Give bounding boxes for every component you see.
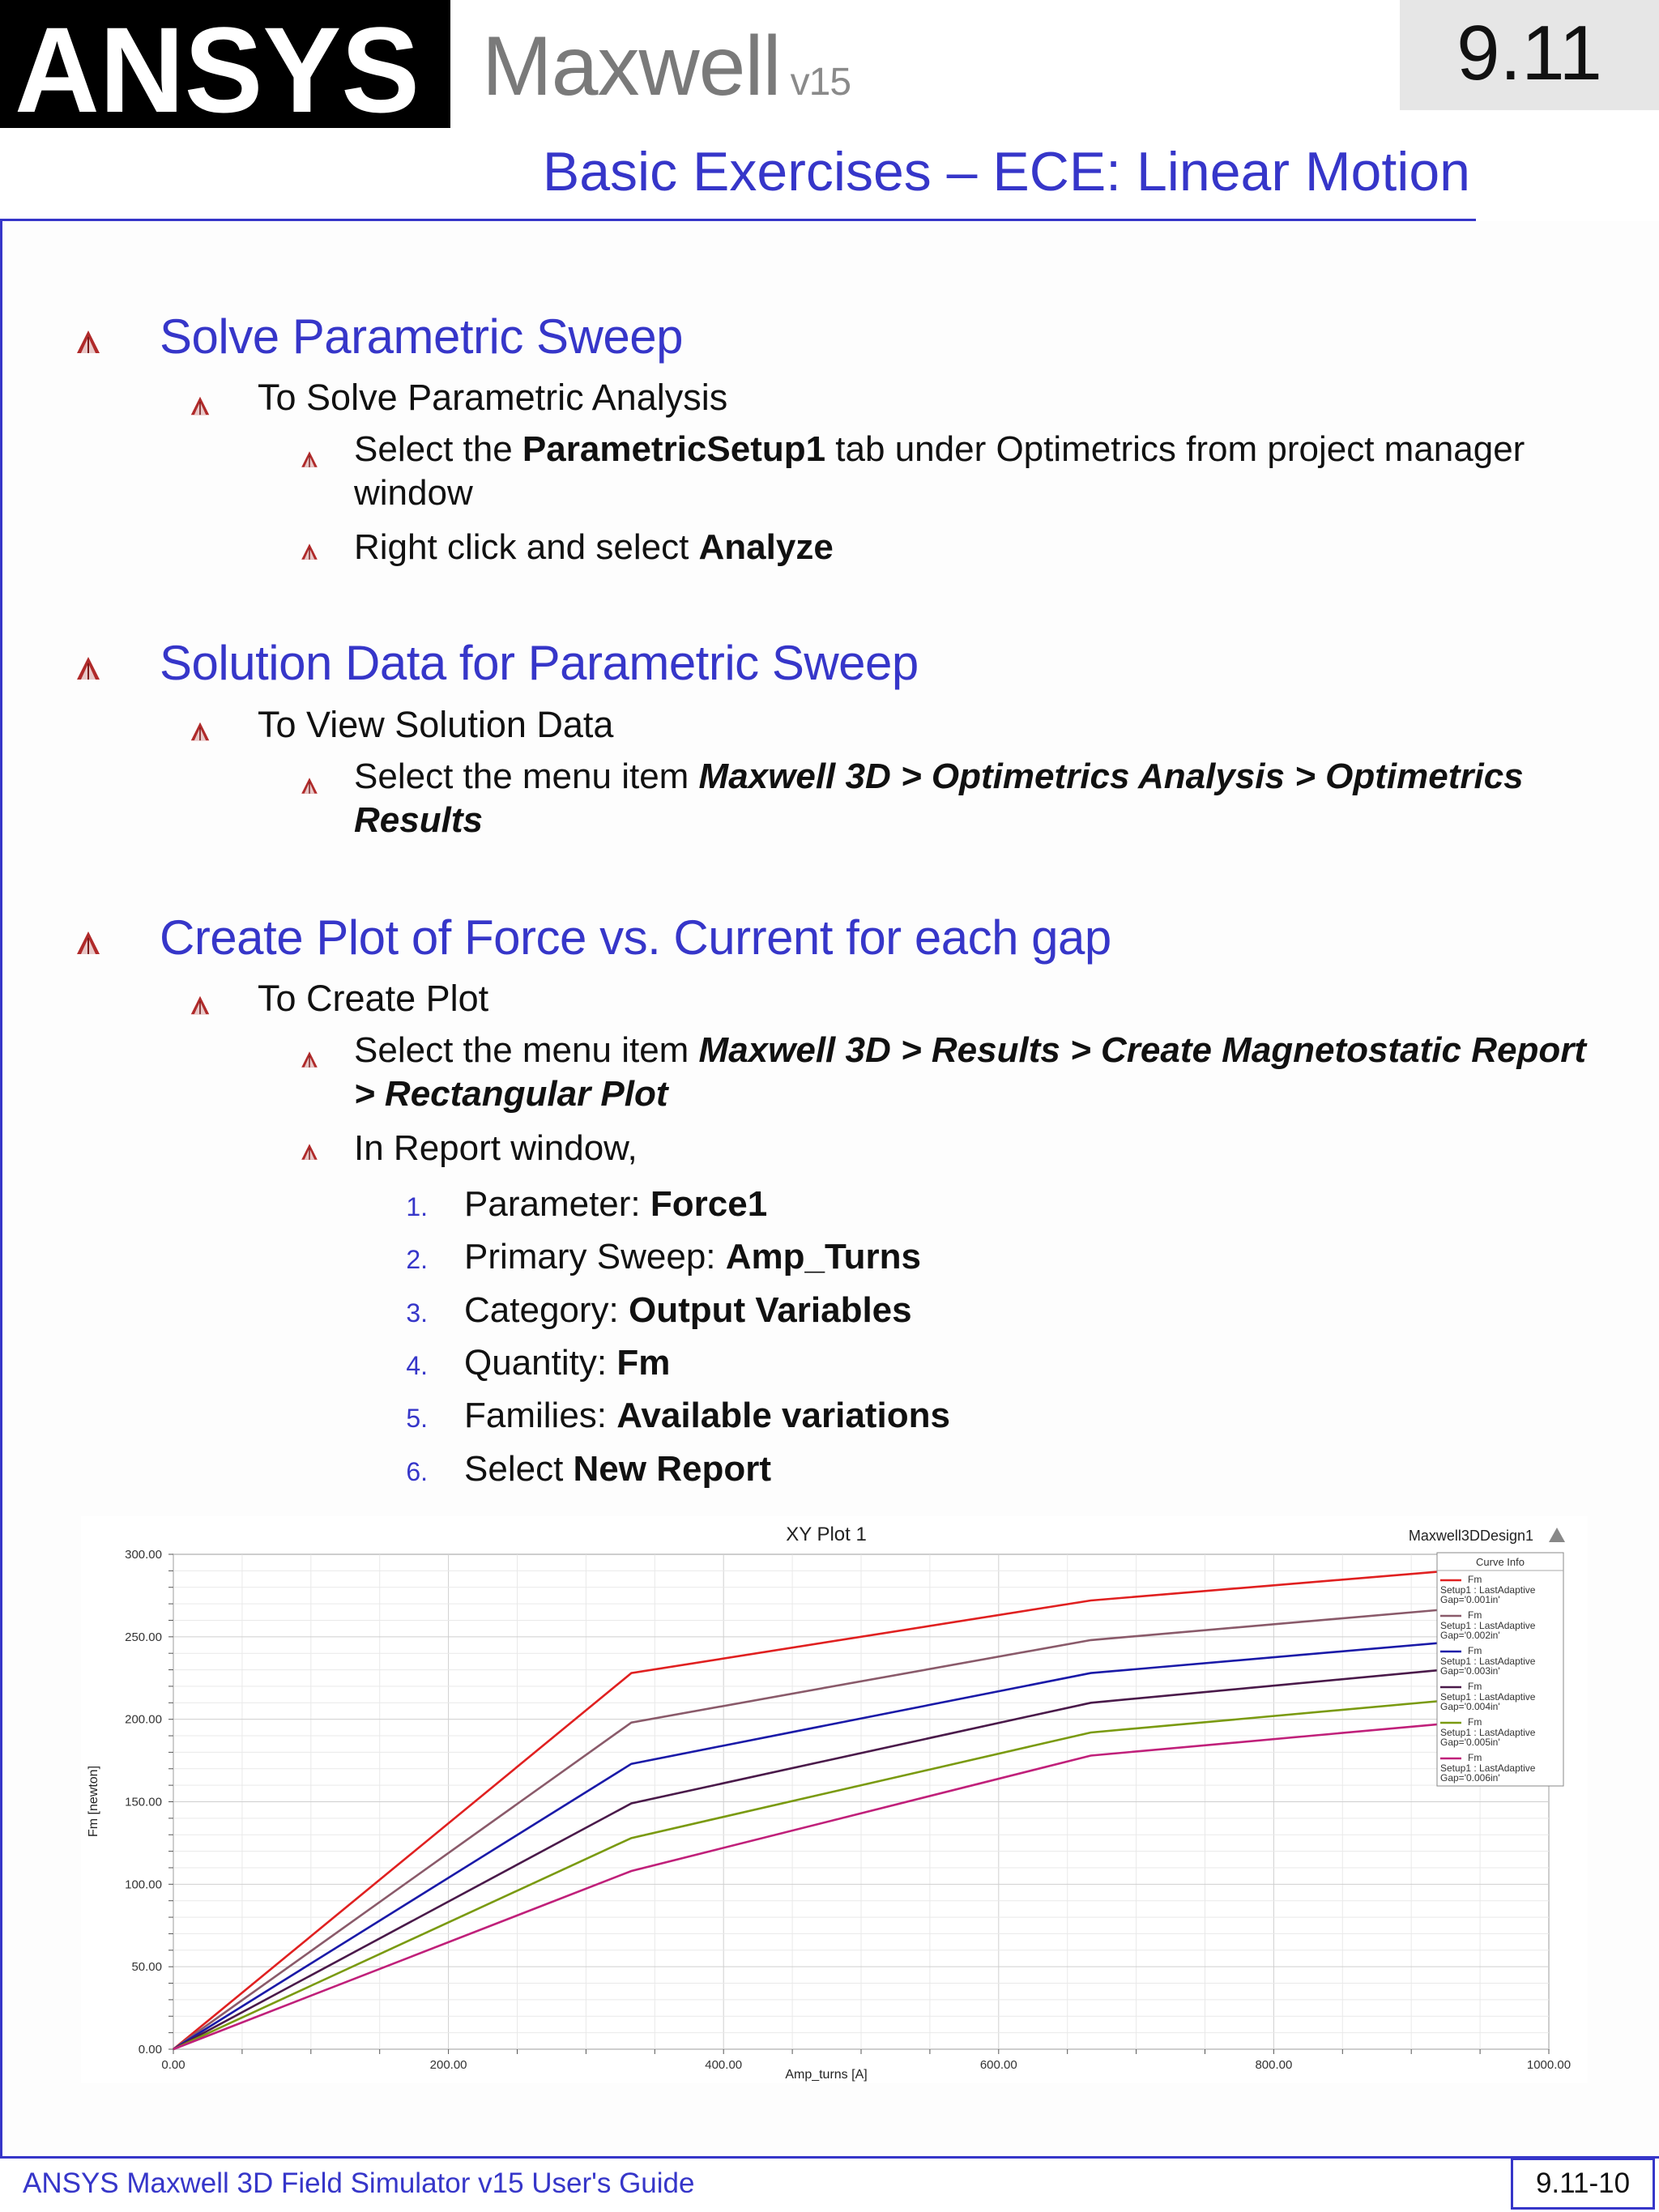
bullet-icon <box>76 330 100 354</box>
bullet-icon <box>301 451 318 468</box>
list-item <box>354 1127 638 1170</box>
legend-title: Curve Info <box>1476 1556 1525 1568</box>
list-number: 6. <box>406 1457 428 1486</box>
list-number: 5. <box>406 1404 428 1433</box>
numbered-value: Force1 <box>650 1184 768 1224</box>
bullet-icon <box>301 543 318 560</box>
x-axis-label: Amp_turns [A] <box>785 2068 868 2082</box>
section-heading: Solution Data for Parametric Sweep <box>160 636 919 690</box>
xy-plot <box>81 1516 1588 2083</box>
bullet-icon <box>190 396 210 416</box>
numbered-item <box>464 1184 768 1224</box>
legend-gap: Gap='0.001in' <box>1440 1594 1500 1605</box>
list-number: 4. <box>406 1351 428 1380</box>
numbered-label: Families: <box>464 1396 617 1435</box>
legend-gap: Gap='0.006in' <box>1440 1772 1500 1784</box>
item-menu-path: Maxwell 3D > Optimetrics Analysis > Optimetrics <box>698 757 1524 796</box>
numbered-value: Available variations <box>616 1396 950 1435</box>
list-item <box>354 428 1569 515</box>
list-number: 3. <box>406 1298 428 1328</box>
numbered-label: Primary Sweep: <box>464 1237 726 1276</box>
item-text: window <box>354 473 473 513</box>
chapter-number: 9.11 <box>1456 10 1602 96</box>
chart-legend <box>1437 1553 1563 1786</box>
legend-gap: Gap='0.003in' <box>1440 1665 1500 1677</box>
bullet-icon <box>301 1144 318 1161</box>
y-axis-label: Fm [newton] <box>87 1765 100 1838</box>
numbered-value: Output Variables <box>628 1290 912 1330</box>
section-subheading: To Create Plot <box>258 978 489 1019</box>
y-tick-label: 150.00 <box>125 1795 162 1809</box>
legend-series-name: Fm <box>1468 1645 1482 1656</box>
footer-guide-title: ANSYS Maxwell 3D Field Simulator v15 User's Guide <box>23 2167 695 2199</box>
numbered-item <box>464 1290 912 1330</box>
numbered-label: Category: <box>464 1290 629 1330</box>
legend-gap: Gap='0.005in' <box>1440 1737 1500 1748</box>
legend-series-name: Fm <box>1468 1681 1482 1692</box>
legend-gap: Gap='0.002in' <box>1440 1630 1500 1641</box>
item-text: Right click and select <box>354 527 699 567</box>
legend-setup: Setup1 : LastAdaptive <box>1440 1620 1536 1631</box>
legend-setup: Setup1 : LastAdaptive <box>1440 1584 1536 1596</box>
x-tick-label: 0.00 <box>161 2058 186 2072</box>
bullet-icon <box>190 995 210 1015</box>
bullet-icon <box>76 931 100 955</box>
y-tick-label: 100.00 <box>125 1877 162 1892</box>
product-name-text: Maxwell <box>482 19 781 113</box>
list-item <box>354 1029 1601 1116</box>
numbered-item <box>464 1239 921 1275</box>
design-label: Maxwell3DDesign1 <box>1408 1528 1533 1544</box>
bullet-icon <box>76 656 100 680</box>
legend-setup: Setup1 : LastAdaptive <box>1440 1656 1536 1667</box>
y-tick-label: 50.00 <box>131 1960 162 1975</box>
y-tick-label: 200.00 <box>125 1712 162 1727</box>
left-border <box>0 219 2 2156</box>
item-text: Select the <box>354 429 522 469</box>
numbered-label: Select <box>464 1449 574 1489</box>
footer-page-number: 9.11-10 <box>1535 2167 1631 2199</box>
numbered-label: Parameter: <box>464 1184 650 1224</box>
bullet-icon <box>301 1051 318 1068</box>
x-tick-label: 200.00 <box>429 2058 467 2072</box>
y-tick-label: 300.00 <box>125 1548 162 1562</box>
product-name <box>482 19 851 113</box>
numbered-item <box>464 1451 771 1487</box>
bullet-icon <box>301 778 318 795</box>
item-menu-path: > Rectangular Plot <box>354 1074 668 1114</box>
x-tick-label: 400.00 <box>705 2058 743 2072</box>
item-bold: ParametricSetup1 <box>522 429 826 469</box>
item-bold: Analyze <box>698 527 834 567</box>
x-tick-label: 1000.00 <box>1526 2058 1572 2072</box>
item-text: In Report window, <box>354 1128 638 1168</box>
xy-plot-svg <box>81 1516 1588 2083</box>
item-menu-path: Results <box>354 800 483 840</box>
list-number: 1. <box>406 1192 428 1221</box>
numbered-value: Amp_Turns <box>725 1237 921 1276</box>
legend-setup: Setup1 : LastAdaptive <box>1440 1762 1536 1774</box>
item-menu-path: Maxwell 3D > Results > Create Magnetostatic Report <box>698 1030 1586 1070</box>
list-item <box>354 526 834 569</box>
item-text: Select the menu item <box>354 1030 699 1070</box>
chart-title: XY Plot 1 <box>786 1524 867 1545</box>
numbered-item <box>464 1398 950 1434</box>
list-item <box>354 755 1585 842</box>
ansys-logo-text: ANSYS <box>15 2 420 128</box>
legend-series-name: Fm <box>1468 1752 1482 1763</box>
legend-series-name: Fm <box>1468 1574 1482 1585</box>
numbered-label: Quantity: <box>464 1343 617 1383</box>
legend-gap: Gap='0.004in' <box>1440 1701 1500 1712</box>
page-title: Basic Exercises – ECE: Linear Motion <box>542 141 1470 202</box>
footer-divider <box>0 2156 1659 2159</box>
list-number: 2. <box>406 1245 428 1274</box>
plot-grid <box>173 1554 1549 2049</box>
y-tick-label: 0.00 <box>138 2043 162 2056</box>
legend-setup: Setup1 : LastAdaptive <box>1440 1727 1536 1738</box>
x-tick-label: 800.00 <box>1255 2058 1293 2072</box>
section-subheading: To Solve Parametric Analysis <box>258 377 728 418</box>
legend-series-name: Fm <box>1468 1716 1482 1728</box>
section-subheading: To View Solution Data <box>258 704 614 745</box>
numbered-item <box>464 1345 670 1381</box>
numbered-value: Fm <box>616 1343 671 1383</box>
legend-setup: Setup1 : LastAdaptive <box>1440 1691 1536 1703</box>
product-version: v15 <box>790 61 851 104</box>
y-tick-label: 250.00 <box>125 1630 162 1644</box>
ansys-logo <box>0 0 450 128</box>
item-text: Select the menu item <box>354 757 699 796</box>
bullet-icon <box>190 722 210 741</box>
legend-series-name: Fm <box>1468 1609 1482 1621</box>
numbered-value: New Report <box>573 1449 771 1489</box>
item-text: tab under Optimetrics from project manager <box>825 429 1525 469</box>
section-heading: Solve Parametric Sweep <box>160 309 683 364</box>
x-tick-label: 600.00 <box>979 2058 1017 2072</box>
section-heading: Create Plot of Force vs. Current for each gap <box>160 910 1111 965</box>
